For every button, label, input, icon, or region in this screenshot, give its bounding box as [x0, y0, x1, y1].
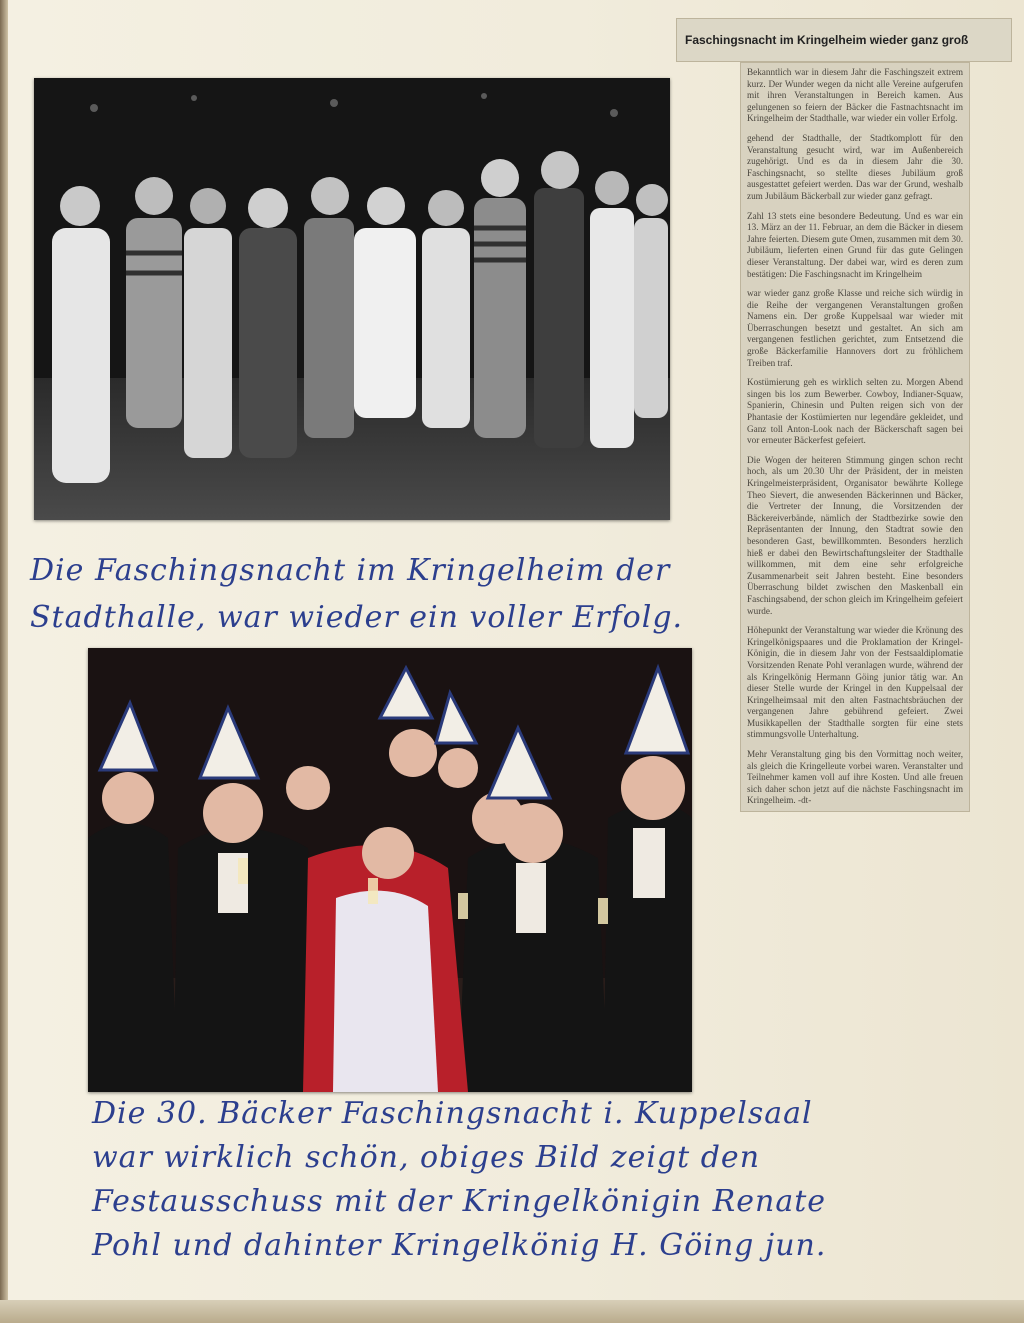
- handwritten-caption-1: [30, 548, 684, 641]
- article-paragraph: Bekanntlich war in diesem Jahr die Faschingszeit extrem kurz. Der Wunder wegen da nicht alle Vereine aufgerufen mit ihren Veranstaltungen in Bereich kamen. Aus gelungenen so feiern der Bäcker die Fastnachtsnacht im Kringelheim der Stadthalle, war wieder ein voller Erfolg.: [747, 67, 963, 124]
- article-paragraph: Die Wogen der heiteren Stimmung gingen schon recht hoch, als um 20.30 Uhr der Präsident, der in meisten Kringelmeisterpräsident, Organisator bewährte Kollege Theo Sievert, die anwesenden Bäckerinnen und Bäcker, die Vertreter der Innung, die Vorsitzenden der Bäckereiverbände, nämlich der Stadtbezirke sowie den Repräsentanten der Innung, den Stadtrat sowie den besonderen Gast, bewillkommten. Besonders herzlich hieß er dabei den Bewirtschaftungsleiter der Stadthalle willkommen, mit dem eine sehr erfolgreiche Zusammenarbeit seit Jahren besteht. Eine besonders Überraschung bildet zwischen den Maskenball ein Faschingsabend, der schon gleich im Kringelheim gefeiert wurde.: [747, 454, 963, 616]
- article-paragraph: Kostümierung geh es wirklich selten zu. Morgen Abend singen bis los zum Bewerber. Cowboy, Indianer-Squaw, Spanierin, Chinesin und Pulten reigen sich von der Phantasie der Kostümierten nur legendäre gekleidet, und Ganz toll Anton-Look nach der Bäckerschaft sagen bei vor erneuter Bäckerfest gefeiert.: [747, 377, 963, 446]
- caption-1-line: Die Faschingsnacht im Kringelheim der: [30, 553, 671, 588]
- color-photo-image: [88, 648, 692, 1092]
- bw-photo-image: [34, 78, 670, 520]
- caption-2-line: war wirklich schön, obiges Bild zeigt den: [92, 1140, 761, 1176]
- newspaper-article-column: [740, 62, 970, 812]
- handwritten-caption-2: [92, 1092, 827, 1268]
- article-paragraph: Zahl 13 stets eine besondere Bedeutung. Und es war ein 13. März an der 11. Februar, an dem die Bäcker in diesem Jahre feierten. Diesem gute Omen, zusammen mit dem 30. Jubiläum, lieferten einen Grund für das gute Gelingen dieser Veranstaltung. Der dabei war, wird es deren zum bestätigen: Die Faschingsnacht im Kringelheim: [747, 210, 963, 279]
- newspaper-headline-clipping: [676, 18, 1012, 62]
- article-paragraph: Höhepunkt der Veranstaltung war wieder die Krönung des Kringelkönigspaares und die Proklamation der Kringel-Königin, die in diesem Jahr von der Festsaaldiplomatie Vorsitzenden Renate Pohl veranlagen wurde, während der als Kringelkönig Hermann Göing junior tätig war. An dieser Stelle wurde der Kringel in den Kuppelsaal der Kringelheimsaal mit den alten Fastnachtsbräuchen der vergangenen Jahre gebührend gefeiert. Zwei Musikkapellen der Stadthalle sorgten für eine stets stimmungsvolle Unterhaltung.: [747, 625, 963, 740]
- caption-2-line: Pohl und dahinter Kringelkönig H. Göing jun.: [92, 1228, 827, 1264]
- article-paragraph: gehend der Stadthalle, der Stadtkomplott für den Veranstaltung gesucht wird, war im Außenbereich zugehörigt. Und es da in diesem Jahr die 30. Faschingsnacht, so stellte dieses Jubiläum groß ausgestattet gefeiert werden. Das war der Grund, weshalb zum Jubiläum Bäckerball zur wieder ganz gefragt.: [747, 132, 963, 201]
- album-bottom-edge: [0, 1300, 1024, 1323]
- photo-festival-committee-color: [88, 648, 692, 1092]
- caption-1-line: Stadthalle, war wieder ein voller Erfolg.: [30, 599, 684, 635]
- article-paragraph: war wieder ganz große Klasse und reiche sich würdig in die Reihe der vergangenen Veranstaltungen großen Namens ein. Der große Kuppelsaal war wieder mit Überraschungen besetzt und gestaltet. An sich am vergangenen festlichen gerichtet, zum Entsetzend die große Bäckerfamilie Hannovers dort zu fröhlichem Treiben traf.: [747, 288, 963, 368]
- album-spine: [0, 0, 8, 1323]
- article-paragraph: Mehr Veranstaltung ging bis den Vormittag noch weiter, als gleich die Kringelleute vorbei waren. Veranstalter und Teilnehmer kamen voll auf ihre Kosten. Und alle freuen sich daher schon jetzt auf die nächste Faschingsnacht im Kringelheim. -dt-: [747, 749, 963, 806]
- caption-2-line: Die 30. Bäcker Faschingsnacht i. Kuppelsaal: [92, 1096, 813, 1131]
- photo-costume-party-bw: [34, 78, 670, 520]
- clipping-headline: Faschingsnacht im Kringelheim wieder ganz groß: [685, 33, 969, 47]
- caption-2-line: Festausschuss mit der Kringelkönigin Renate: [92, 1184, 827, 1220]
